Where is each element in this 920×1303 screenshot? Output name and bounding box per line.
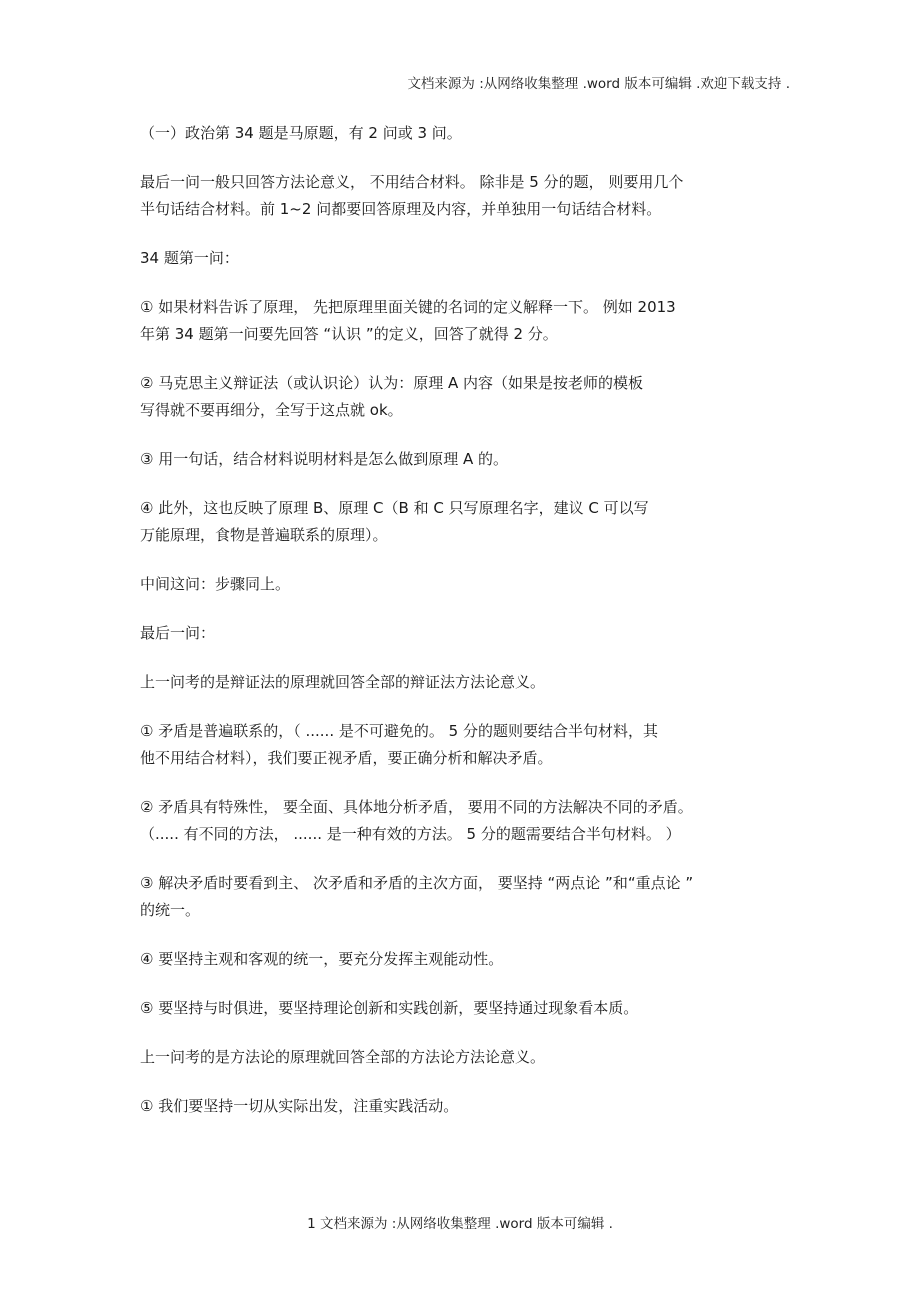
text-line: 他不用结合材料），我们要正视矛盾，要正确分析和解决矛盾。	[140, 749, 553, 767]
text-line: （一）政治第 34 题是马原题，有 2 问或 3 问。	[140, 124, 462, 142]
text-line: 年第 34 题第一问要先回答 “认识 ”的定义，回答了就得 2 分。	[140, 325, 558, 343]
text-line: 34 题第一问：	[140, 249, 239, 267]
paragraph	[140, 571, 810, 598]
text-line: ① 矛盾是普遍联系的，（ ...... 是不可避免的。 5 分的题则要结合半句材料，其	[140, 722, 658, 740]
text-line: 上一问考的是方法论的原理就回答全部的方法论方法论意义。	[140, 1048, 546, 1066]
text-line: （..... 有不同的方法， ...... 是一种有效的方法。 5 分的题需要结合半句材料。 ）	[140, 825, 681, 843]
paragraph	[140, 620, 810, 647]
text-line: ① 如果材料告诉了原理， 先把原理里面关键的名词的定义解释一下。 例如 2013	[140, 298, 676, 316]
paragraph	[140, 946, 810, 973]
paragraph	[140, 446, 810, 473]
document-body	[140, 120, 810, 1142]
paragraph	[140, 169, 810, 223]
paragraph	[140, 1044, 810, 1071]
paragraph	[140, 870, 810, 924]
text-line: ③ 解决矛盾时要看到主、 次矛盾和矛盾的主次方面， 要坚持 “两点论 ”和“重点论 ”	[140, 874, 694, 892]
text-line: 写得就不要再细分，全写于这点就 ok。	[140, 401, 403, 419]
paragraph	[140, 370, 810, 424]
text-line: ④ 此外，这也反映了原理 B、原理 C（B 和 C 只写原理名字，建议 C 可以写	[140, 499, 649, 517]
paragraph	[140, 718, 810, 772]
paragraph	[140, 495, 810, 549]
text-line: 上一问考的是辩证法的原理就回答全部的辩证法方法论意义。	[140, 673, 546, 691]
paragraph	[140, 995, 810, 1022]
text-line: 万能原理，食物是普遍联系的原理）。	[140, 526, 388, 544]
paragraph	[140, 1093, 810, 1120]
paragraph	[140, 294, 810, 348]
text-line: ④ 要坚持主观和客观的统一，要充分发挥主观能动性。	[140, 950, 504, 968]
text-line: ① 我们要坚持一切从实际出发，注重实践活动。	[140, 1097, 459, 1115]
text-line: ⑤ 要坚持与时俱进，要坚持理论创新和实践创新，要坚持通过现象看本质。	[140, 999, 639, 1017]
text-line: ② 马克思主义辩证法（或认识论）认为：原理 A 内容（如果是按老师的模板	[140, 374, 644, 392]
page-header: 文档来源为 :从网络收集整理 .word 版本可编辑 .欢迎下载支持 .	[407, 76, 790, 92]
page-footer: 1 文档来源为 :从网络收集整理 .word 版本可编辑 .	[307, 1216, 613, 1232]
text-line: 的统一。	[140, 901, 201, 919]
text-line: 中间这问：步骤同上。	[140, 575, 291, 593]
paragraph	[140, 120, 810, 147]
text-line: 半句话结合材料。前 1~2 问都要回答原理及内容，并单独用一句话结合材料。	[140, 200, 662, 218]
text-line: ③ 用一句话，结合材料说明材料是怎么做到原理 A 的。	[140, 450, 509, 468]
paragraph	[140, 669, 810, 696]
text-line: 最后一问一般只回答方法论意义， 不用结合材料。 除非是 5 分的题， 则要用几个	[140, 173, 684, 191]
paragraph	[140, 245, 810, 272]
paragraph	[140, 794, 810, 848]
text-line: 最后一问：	[140, 624, 216, 642]
text-line: ② 矛盾具有特殊性， 要全面、具体地分析矛盾， 要用不同的方法解决不同的矛盾。	[140, 798, 693, 816]
